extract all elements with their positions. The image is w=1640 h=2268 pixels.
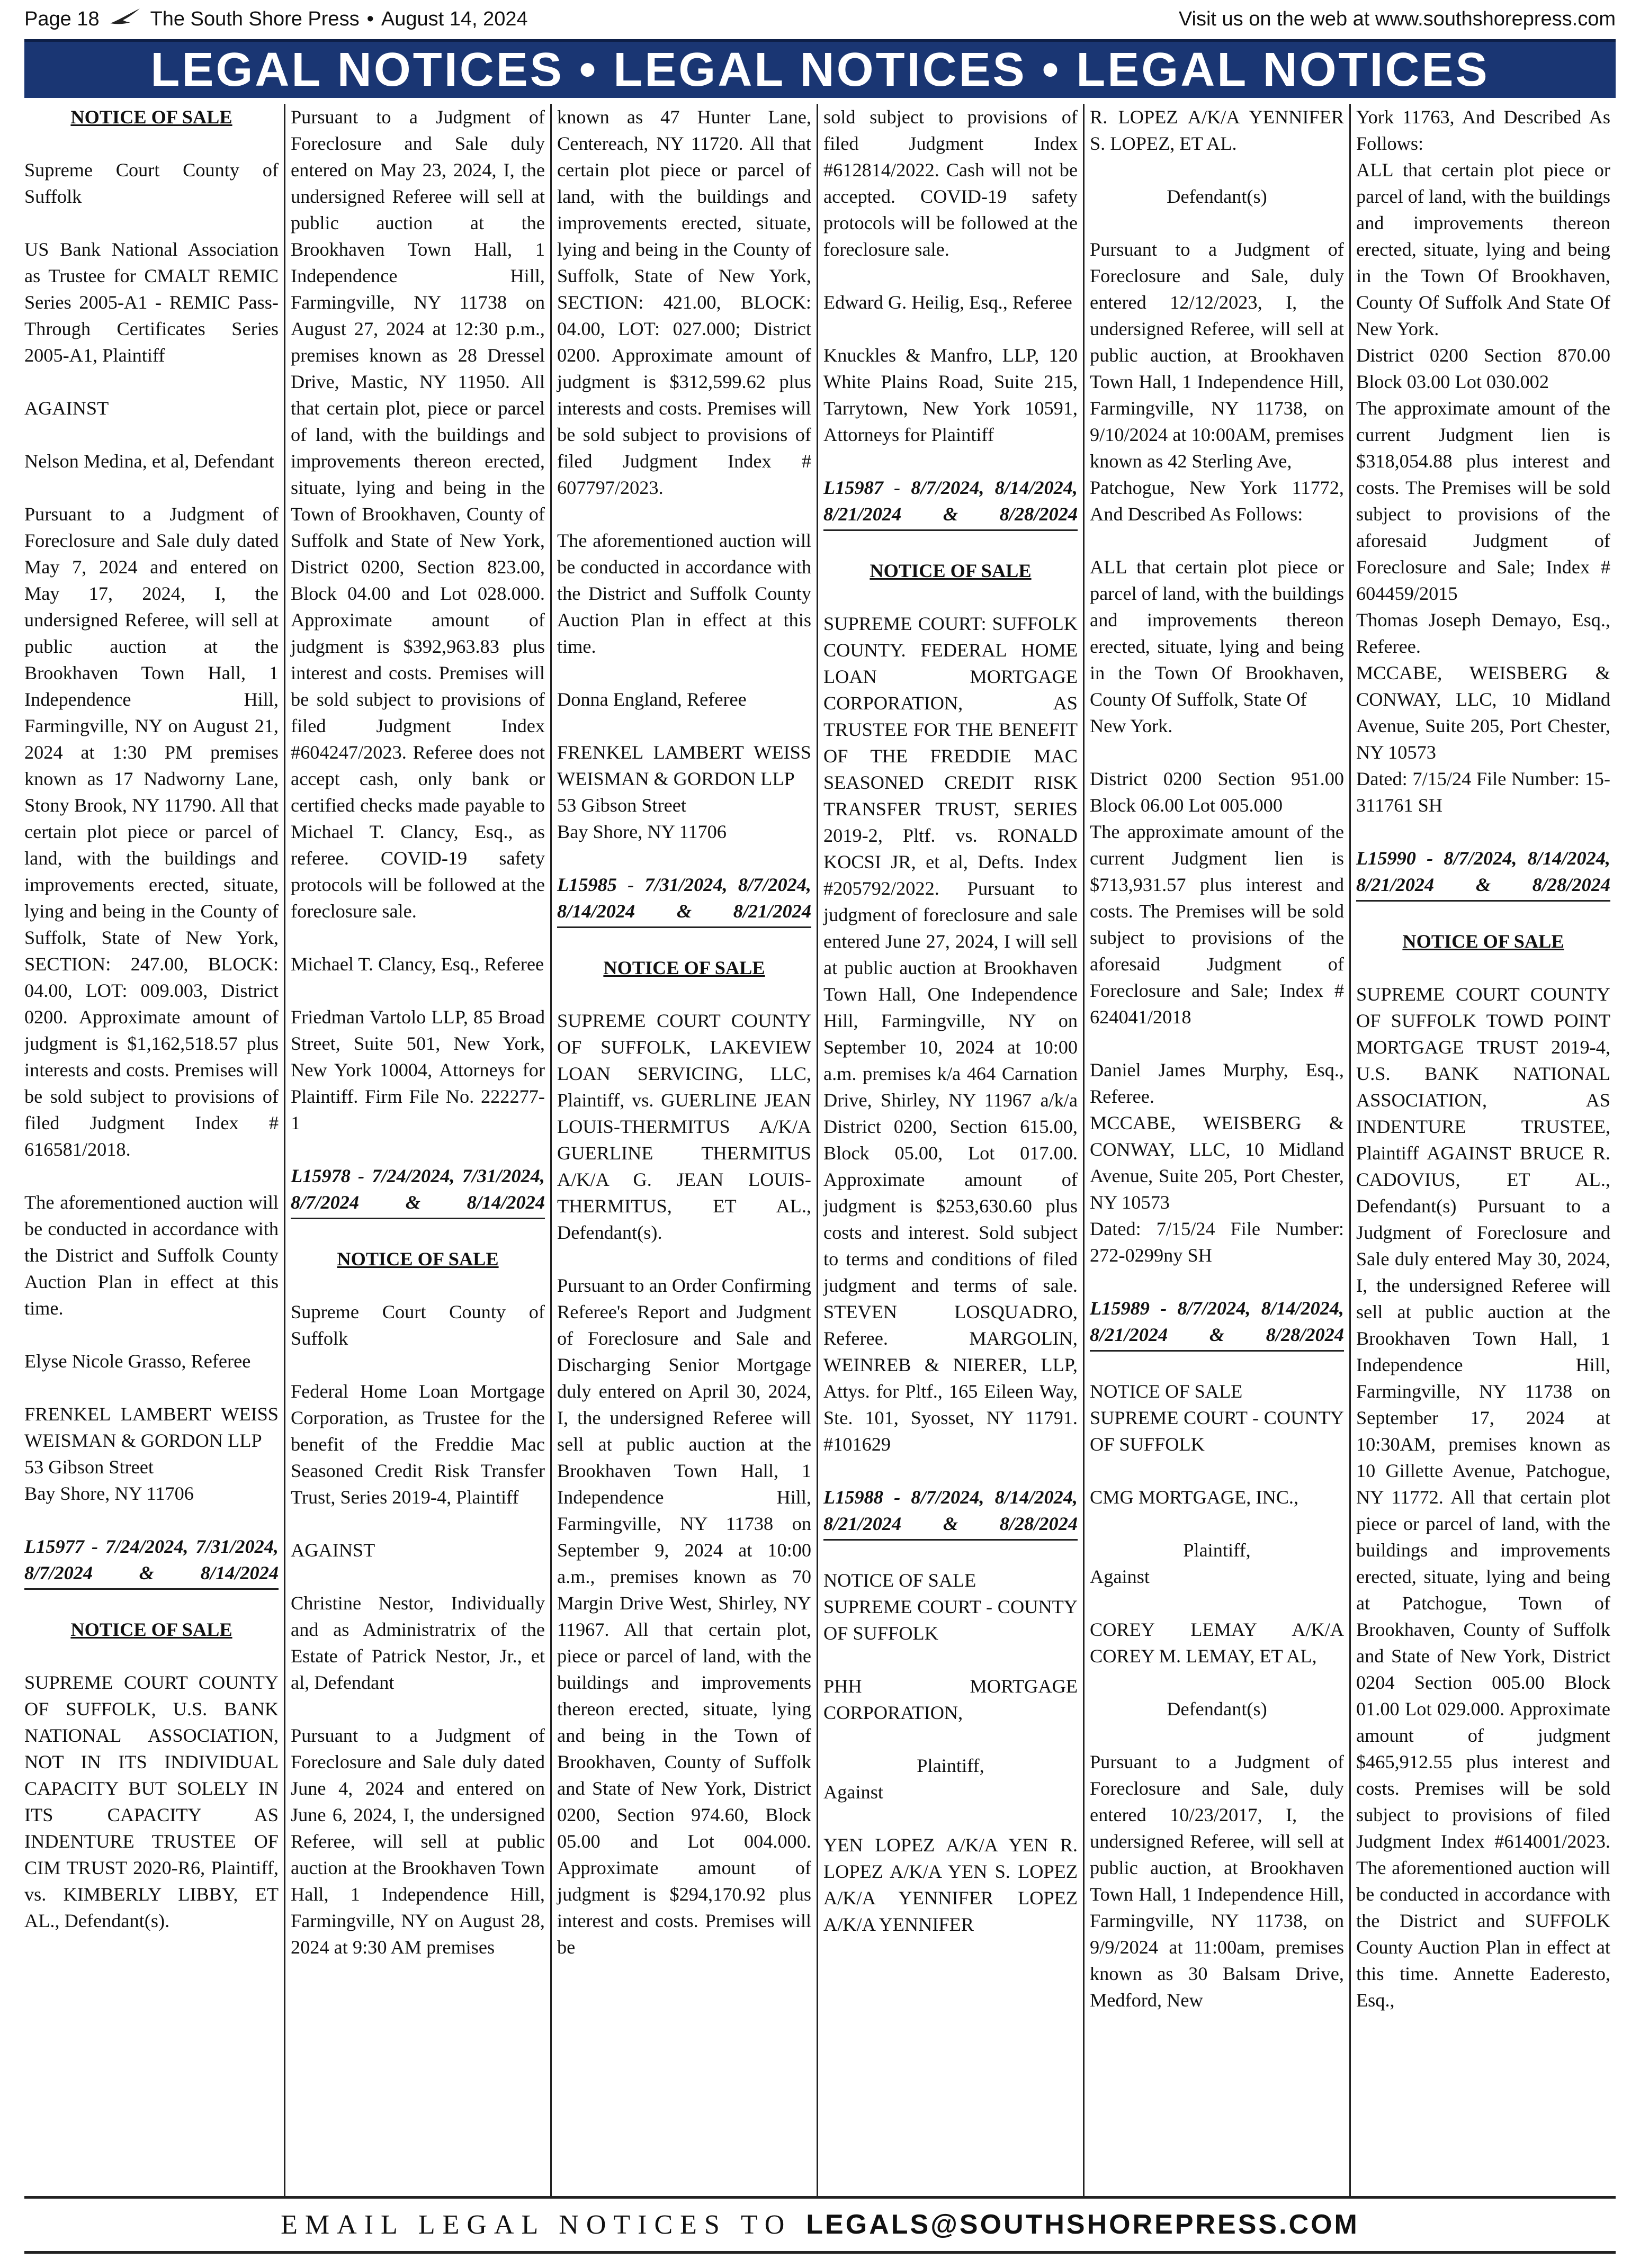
notice-paragraph: NOTICE OF SALE SUPREME COURT - COUNTY OF SUFFOLK bbox=[823, 1570, 1078, 1644]
footer-email-link[interactable]: LEGALS@SOUTHSHOREPRESS.COM bbox=[806, 2209, 1359, 2240]
notice-heading: NOTICE OF SALE bbox=[70, 1619, 232, 1640]
notice-paragraph: The aforementioned auction will be conducted in accordance with the District and Suffolk County Auction Plan in effect at this time. bbox=[557, 530, 811, 657]
notice-paragraph: Pursuant to a Judgment of Foreclosure and Sale, duly entered 12/12/2023, I, the undersigned Referee, will sell at public auction, at Brookhaven Town Hall, 1 Independence Hill, Farmingville, NY 11738, on 9/10/2024 at 10:00AM, premises known as 42 Sterling Ave, Patchogue, New York 11772, And Described As Follows: bbox=[1090, 239, 1344, 525]
notice-paragraph: AGAINST bbox=[24, 398, 109, 419]
notice-paragraph: Edward G. Heilig, Esq., Referee bbox=[823, 292, 1072, 313]
notice-reference: L15978 - 7/24/2024, 7/31/2024, 8/7/2024 & 8/14/2024 bbox=[291, 1163, 545, 1219]
notice-paragraph: Pursuant to a Judgment of Foreclosure and Sale duly dated May 7, 2024 and entered on May 17, 2024, I, the undersigned Referee, will sell at public auction at the Brookhaven Town Hall, 1 Independence Hill, Farmingville, NY on August 21, 2024 at 1:30 PM premises known as 17 Nadworny Lane, Stony Brook, NY 11790. All that certain plot piece or parcel of land, with the buildings and improvements erected, situate, lying and being in the County of Suffolk, State of New York, SECTION: 247.00, BLOCK: 04.00, LOT: 009.003, District 0200. Approximate amount of judgment is $1,162,518.57 plus interests and costs. Premises will be sold subject to provisions of filed Judgment Index # 616581/2018. bbox=[24, 503, 279, 1160]
seagull-icon bbox=[109, 7, 141, 31]
notice-paragraph: CMG MORTGAGE, INC., bbox=[1090, 1487, 1299, 1508]
notice-paragraph: Donna England, Referee bbox=[557, 689, 747, 710]
notice-paragraph: R. LOPEZ A/K/A YENNIFER S. LOPEZ, ET AL. bbox=[1090, 106, 1344, 154]
notice-heading: NOTICE OF SALE bbox=[603, 957, 765, 978]
footer-rule-bottom bbox=[24, 2251, 1616, 2254]
notice-paragraph: YEN LOPEZ A/K/A YEN R. LOPEZ A/K/A YEN S. LOPEZ A/K/A YENNIFER LOPEZ A/K/A YENNIFER bbox=[823, 1834, 1078, 1935]
notice-paragraph: Against bbox=[1090, 1566, 1150, 1587]
notice-paragraph: Defendant(s) bbox=[1167, 1698, 1267, 1720]
notice-paragraph: York 11763, And Described As Follows: ALL that certain plot piece or parcel of land, with the buildings and improvements thereon erected, situate, lying and being in the Town Of Brookhaven, County Of Suffolk And State Of New York. District 0200 Section 870.00 Block 03.00 Lot 030.002 The approximate amount of the current Judgment lien is $318,054.88 plus interest and costs. The Premises will be sold subject to provisions of the aforesaid Judgment of Foreclosure and Sale; Index # 604459/2015 Thomas Joseph Demayo, Esq., Referee. MCCABE, WEISBERG & CONWAY, LLC, 10 Midland Avenue, Suite 205, Port Chester, NY 10573 Dated: 7/15/24 File Number: 15-311761 SH bbox=[1356, 106, 1610, 816]
notice-paragraph: SUPREME COURT: SUFFOLK COUNTY. FEDERAL HOME LOAN MORTGAGE CORPORATION, AS TRUSTEE FOR THE BENEFIT OF THE FREDDIE MAC SEASONED CREDIT RISK TRANSFER TRUST, SERIES 2019-2, Pltf. vs. RONALD KOCSI JR, et al, Defts. Index #205792/2022. Pursuant to judgment of foreclosure and sale entered June 27, 2024, I will sell at public auction at Brookhaven Town Hall, One Independence Hill, Farmingville, NY on September 10, 2024 at 10:00 a.m. premises k/a 464 Carnation Drive, Shirley, NY 11967 a/k/a District 0200, Section 615.00, Block 05.00, Lot 017.00. Approximate amount of judgment is $253,630.60 plus costs and interest. Sold subject to terms and conditions of filed judgment and terms of sale. STEVEN LOSQUADRO, Referee. MARGOLIN, WEINREB & NIERER, LLP, Attys. for Pltf., 165 Eileen Way, Ste. 101, Syosset, NY 11791. #101629 bbox=[823, 613, 1078, 1455]
notice-paragraph: Pursuant to a Judgment of Foreclosure and Sale duly dated June 4, 2024 and entered on June 6, 2024, I, the undersigned Referee, will sell at public auction at the Brookhaven Town Hall, 1 Independence Hill, Farmingville, NY on August 28, 2024 at 9:30 AM premises bbox=[291, 1725, 545, 1958]
footer-prefix: EMAIL LEGAL NOTICES TO bbox=[281, 2210, 806, 2240]
notice-paragraph: ALL that certain plot piece or parcel of land, with the buildings and improvements thereon erected, situate, lying and being in the Town Of Brookhaven, County Of Suffolk, State Of New York. bbox=[1090, 556, 1344, 736]
page-number: Page 18 bbox=[24, 7, 100, 30]
column-6 bbox=[1351, 104, 1616, 2198]
notice-paragraph: Christine Nestor, Individually and as Administratrix of the Estate of Patrick Nestor, Jr., et al, Defendant bbox=[291, 1592, 545, 1693]
notice-paragraph: Pursuant to a Judgment of Foreclosure and Sale duly entered on May 23, 2024, I, the undersigned Referee will sell at public auction at the Brookhaven Town Hall, 1 Independence Hill, Farmingville, NY 11738 on August 27, 2024 at 12:30 p.m., premises known as 28 Dressel Drive, Mastic, NY 11950. All that certain plot, piece or parcel of land, with the buildings and improvements thereon erected, situate, lying and being in the Town of Brookhaven, County of Suffolk and State of New York, District 0200, Section 823.00, Block 04.00 and Lot 028.000. Approximate amount of judgment is $392,963.83 plus interest and costs. Premises will be sold subject to provisions of filed Judgment Index #604247/2023. Referee does not accept cash, only bank or certified checks made payable to Michael T. Clancy, Esq., as referee. COVID-19 safety protocols will be followed at the foreclosure sale. bbox=[291, 106, 545, 922]
notice-reference: L15988 - 8/7/2024, 8/14/2024, 8/21/2024 & 8/28/2024 bbox=[823, 1484, 1078, 1541]
notice-paragraph: Knuckles & Manfro, LLP, 120 White Plains Road, Suite 215, Tarrytown, New York 10591, Attorneys for Plaintiff bbox=[823, 345, 1078, 445]
notice-paragraph: Plaintiff, bbox=[1183, 1540, 1251, 1561]
notice-heading: NOTICE OF SALE bbox=[870, 560, 1032, 581]
notice-paragraph: FRENKEL LAMBERT WEISS WEISMAN & GORDON LLP 53 Gibson Street Bay Shore, NY 11706 bbox=[24, 1403, 279, 1504]
notice-paragraph: Daniel James Murphy, Esq., Referee. MCCABE, WEISBERG & CONWAY, LLC, 10 Midland Avenue, Suite 205, Port Chester, NY 10573 Dated: 7/15/24 File Number: 272-0299ny SH bbox=[1090, 1059, 1344, 1266]
notice-paragraph: NOTICE OF SALE SUPREME COURT - COUNTY OF SUFFOLK bbox=[1090, 1381, 1344, 1455]
notice-paragraph: SUPREME COURT COUNTY OF SUFFOLK, U.S. BANK NATIONAL ASSOCIATION, NOT IN ITS INDIVIDUAL CAPACITY BUT SOLELY IN ITS CAPACITY AS INDENTURE TRUSTEE OF CIM TRUST 2020-R6, Plaintiff, vs. KIMBERLY LIBBY, ET AL., Defendant(s). bbox=[24, 1672, 279, 1931]
masthead-separator: • bbox=[366, 7, 374, 30]
notice-paragraph: Friedman Vartolo LLP, 85 Broad Street, Suite 501, New York, New York 10004, Attorneys for Plaintiff. Firm File No. 222277-1 bbox=[291, 1006, 545, 1133]
notice-columns bbox=[24, 104, 1616, 2198]
notice-paragraph: Supreme Court County of Suffolk bbox=[24, 159, 279, 207]
notice-paragraph: Supreme Court County of Suffolk bbox=[291, 1301, 545, 1349]
notice-paragraph: Elyse Nicole Grasso, Referee bbox=[24, 1351, 251, 1372]
notice-paragraph: SUPREME COURT COUNTY OF SUFFOLK, LAKEVIEW LOAN SERVICING, LLC, Plaintiff, vs. GUERLINE JEAN LOUIS-THERMITUS A/K/A GUERLINE THERMITUS A/K/A G. JEAN LOUIS-THERMITUS, ET AL., Defendant(s). bbox=[557, 1010, 811, 1243]
notice-paragraph: AGAINST bbox=[291, 1540, 375, 1561]
notice-reference: L15990 - 8/7/2024, 8/14/2024, 8/21/2024 & 8/28/2024 bbox=[1356, 845, 1610, 902]
notice-paragraph: known as 47 Hunter Lane, Centereach, NY 11720. All that certain plot piece or parcel of land, with the buildings and improvements erected, situate, lying and being in the County of Suffolk, State of New York, SECTION: 421.00, BLOCK: 04.00, LOT: 027.000; District 0200. Approximate amount of judgment is $312,599.62 plus interests and costs. Premises will be sold subject to provisions of filed Judgment Index # 607797/2023. bbox=[557, 106, 811, 498]
column-4 bbox=[818, 104, 1085, 2198]
notice-paragraph: The aforementioned auction will be conducted in accordance with the District and Suffolk County Auction Plan in effect at this time. bbox=[24, 1192, 279, 1319]
notice-paragraph: PHH MORTGAGE CORPORATION, bbox=[823, 1676, 1078, 1723]
notice-paragraph: Michael T. Clancy, Esq., Referee bbox=[291, 953, 544, 975]
footer-rule-top bbox=[24, 2196, 1616, 2199]
notice-heading: NOTICE OF SALE bbox=[337, 1248, 499, 1270]
notice-paragraph: District 0200 Section 951.00 Block 06.00 Lot 005.000 The approximate amount of the current Judgment lien is $713,931.57 plus interest and costs. The Premises will be sold subject to provisions of the aforesaid Judgment of Foreclosure and Sale; Index # 624041/2018 bbox=[1090, 768, 1344, 1028]
column-5 bbox=[1085, 104, 1351, 2198]
notice-paragraph: SUPREME COURT COUNTY OF SUFFOLK TOWD POINT MORTGAGE TRUST 2019-4, U.S. BANK NATIONAL ASSOCIATION, AS INDENTURE TRUSTEE, Plaintiff AGAINST BRUCE R. CADOVIUS, ET AL., Defendant(s) Pursuant to a Judgment of Foreclosure and Sale duly entered May 30, 2024, I, the undersigned Referee will sell at public auction at the Brookhaven Town Hall, 1 Independence Hill, Farmingville, NY 11738 on September 17, 2024 at 10:30AM, premises known as 10 Gillette Avenue, Patchogue, NY 11772. All that certain plot piece or parcel of land, with the buildings and improvements erected, situate, lying and being at Patchogue, Town of Brookhaven, County of Suffolk and State of New York, District 0204 Section 005.00 Block 01.00 Lot 029.000. Approximate amount of judgment $465,912.55 plus interest and costs. Premises will be sold subject to provisions of filed Judgment Index #614001/2023. The aforementioned auction will be conducted in accordance with the District and SUFFOLK County Auction Plan in effect at this time. Annette Eaderesto, Esq., bbox=[1356, 984, 1610, 2011]
notice-reference: L15985 - 7/31/2024, 8/7/2024, 8/14/2024 & 8/21/2024 bbox=[557, 871, 811, 928]
notice-paragraph: Defendant(s) bbox=[1167, 186, 1267, 207]
notice-heading: NOTICE OF SALE bbox=[1402, 931, 1564, 952]
footer bbox=[24, 2209, 1616, 2244]
notice-paragraph: FRENKEL LAMBERT WEISS WEISMAN & GORDON LLP 53 Gibson Street Bay Shore, NY 11706 bbox=[557, 742, 811, 842]
notice-paragraph: Against bbox=[823, 1781, 883, 1803]
notice-paragraph: Nelson Medina, et al, Defendant bbox=[24, 451, 274, 472]
paper-name: The South Shore Press bbox=[150, 7, 360, 30]
column-1 bbox=[24, 104, 285, 2198]
masthead bbox=[24, 3, 1616, 35]
notice-reference: L15987 - 8/7/2024, 8/14/2024, 8/21/2024 & 8/28/2024 bbox=[823, 474, 1078, 531]
notice-paragraph: US Bank National Association as Trustee for CMALT REMIC Series 2005-A1 - REMIC Pass-Through Certificates Series 2005-A1, Plaintiff bbox=[24, 239, 279, 366]
notice-paragraph: Plaintiff, bbox=[917, 1755, 984, 1776]
notice-paragraph: Pursuant to an Order Confirming Referee's Report and Judgment of Foreclosure and Sale and Discharging Senior Mortgage duly entered on April 30, 2024, I, the undersigned Referee will sell at public auction at the Brookhaven Town Hall, 1 Independence Hill, Farmingville, NY 11738 on September 9, 2024 at 10:00 a.m., premises known as 70 Margin Drive West, Shirley, NY 11967. All that certain plot, piece or parcel of land, with the buildings and improvements thereon erected, situate, lying and being in the Town of Brookhaven, County of Suffolk and State of New York, District 0200, Section 974.60, Block 05.00 and Lot 004.000. Approximate amount of judgment is $294,170.92 plus interest and costs. Premises will be bbox=[557, 1275, 811, 1958]
notice-paragraph: Federal Home Loan Mortgage Corporation, as Trustee for the benefit of the Freddie Mac Seasoned Credit Risk Transfer Trust, Series 2019-4, Plaintiff bbox=[291, 1381, 545, 1508]
column-3 bbox=[552, 104, 818, 2198]
section-banner: LEGAL NOTICES • LEGAL NOTICES • LEGAL NOTICES bbox=[24, 39, 1616, 98]
issue-date: August 14, 2024 bbox=[381, 7, 528, 30]
notice-reference: L15989 - 8/7/2024, 8/14/2024, 8/21/2024 & 8/28/2024 bbox=[1090, 1295, 1344, 1352]
notice-heading: NOTICE OF SALE bbox=[70, 106, 232, 128]
notice-paragraph: Pursuant to a Judgment of Foreclosure and Sale, duly entered 10/23/2017, I, the undersigned Referee, will sell at public auction, at Brookhaven Town Hall, 1 Independence Hill, Farmingville, NY 11738, on 9/9/2024 at 11:00am, premises known as 30 Balsam Drive, Medford, New bbox=[1090, 1751, 1344, 2011]
notice-reference: L15977 - 7/24/2024, 7/31/2024, 8/7/2024 & 8/14/2024 bbox=[24, 1533, 279, 1590]
notice-paragraph: sold subject to provisions of filed Judgment Index #612814/2022. Cash will not be accepted. COVID-19 safety protocols will be followed at the foreclosure sale. bbox=[823, 106, 1078, 260]
column-2 bbox=[285, 104, 552, 2198]
website-link[interactable]: Visit us on the web at www.southshorepress.com bbox=[1178, 7, 1616, 30]
notice-paragraph: COREY LEMAY A/K/A COREY M. LEMAY, ET AL, bbox=[1090, 1619, 1344, 1667]
